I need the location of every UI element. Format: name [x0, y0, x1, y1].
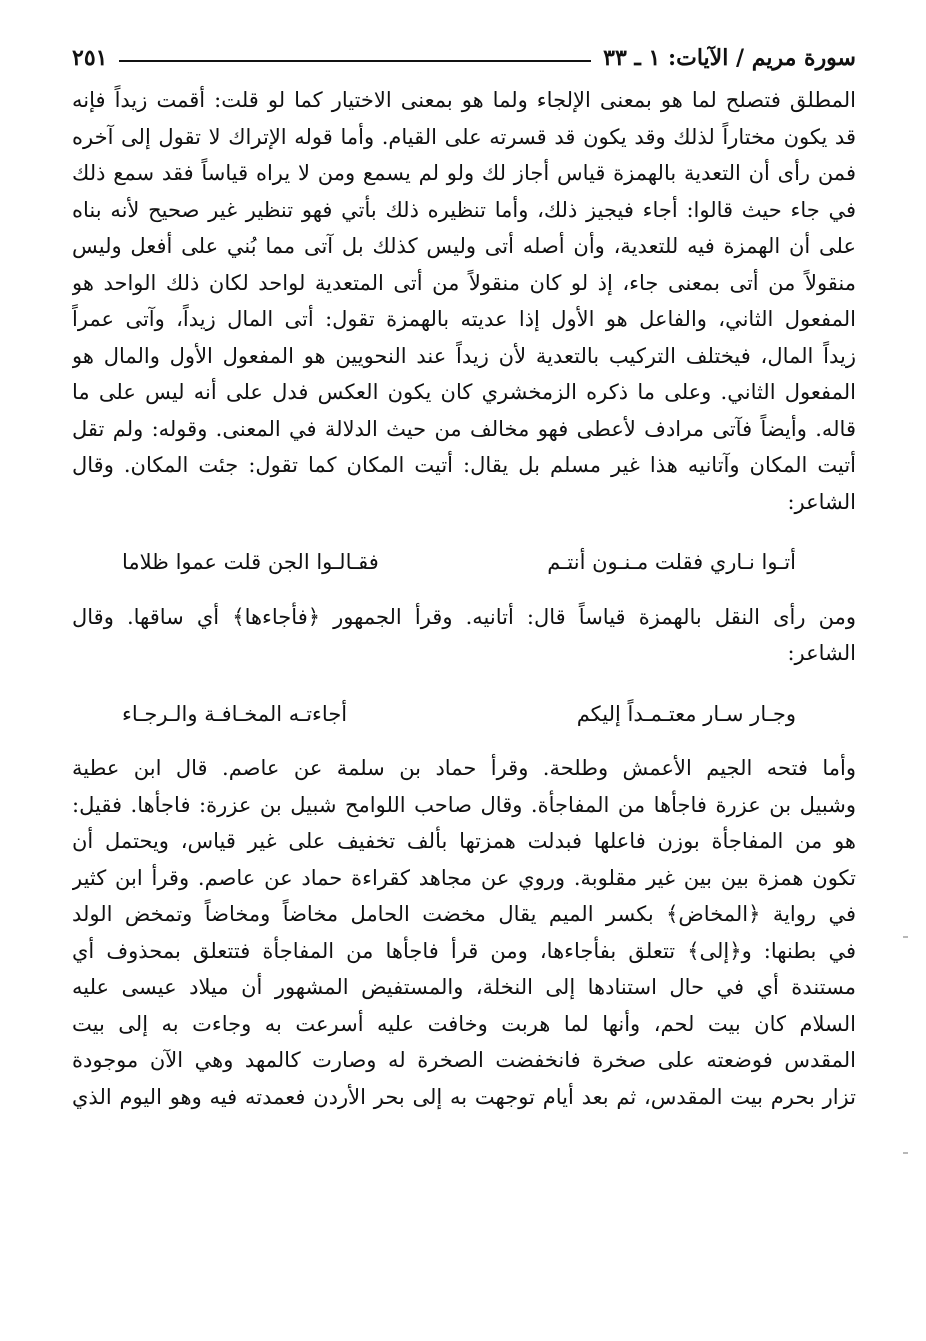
paragraph-3 — [72, 750, 856, 1115]
text-line: في بطنها: و﴿إلى﴾ تتعلق بفأجاءها، ومن قرأ فاجأها من المفاجأة فتتعلق بمحذوف أي — [72, 938, 856, 963]
scan-speck — [903, 1152, 908, 1154]
document-page — [72, 38, 856, 1115]
verse-first-hemistich: أتـوا نـاري فقلت مـنـون أنتـم — [547, 550, 796, 574]
text-line: ومن رأى النقل بالهمزة قياساً قال: أتانيه. وقرأ الجمهور ﴿فأجاءها﴾ أي ساقها. وقال — [72, 604, 856, 629]
text-line: المقدس فوضعته على صخرة فانخفضت الصخرة له وصارت كالمهد وهي الآن موجودة — [72, 1048, 856, 1072]
text-line: مستندة أي في حال استنادها إلى النخلة، والمستفيض المشهور أن ميلاد عيسى عليه — [72, 975, 856, 999]
text-line: تكون همزة بين بين غير مقلوبة. وروي عن مجاهد كقراءة حماد عن عاصم. وقرأ ابن كثير — [72, 865, 856, 890]
text-line: فمن رأى أن التعدية بالهمزة قياس أجاز لك ولو لم يسمع ومن لا يراه قياساً فقد سمع ذلك — [72, 161, 856, 185]
poetry-verse-2 — [72, 696, 856, 733]
paragraph-1 — [72, 82, 856, 520]
text-line: الشاعر: — [787, 489, 856, 514]
verse-second-hemistich: أجاءتـه المخـافـة والـرجـاء — [122, 701, 348, 726]
text-line: قاله. وأيضاً فآتى مرادف لأعطى فهو مخالف من حيث الدلالة في المعنى. وقوله: ولم تقل — [72, 416, 856, 441]
text-line: هو من المفاجأة بوزن فاعلها فبدلت همزتها بألف تخفيف على غير قياس، ويحتمل أن — [72, 829, 856, 853]
text-line: المفعول الثاني. وعلى ما ذكره الزمخشري كان يكون العكس فدل على أنه ليس على ما — [72, 380, 856, 404]
text-line: في جاء حيث قالوا: أجاء فيجيز ذلك، وأما تنظيره ذلك بأتي فهو تنظير غير صحيح لأنه بناه — [72, 197, 856, 222]
text-line: تزار بحرم بيت المقدس، ثم بعد أيام توجهت به إلى بحر الأردن فعمدته فيه وهو اليوم الذي — [72, 1084, 856, 1109]
scan-speck — [903, 936, 908, 938]
poetry-verse-1 — [72, 544, 856, 581]
text-line: المطلق فتصلح لما هو بمعنى الإلجاء ولما هو بمعنى الاختيار كما لو قلت: أقمت زيداً فإنه — [72, 88, 856, 112]
text-line: منقولاً من أتى بمعنى جاء، إذ لو كان منقولاً من أتى المتعدية لواحد لكان ذلك الواحد هو — [72, 270, 856, 295]
text-line: أتيت المكان وآتانيه هذا غير مسلم بل يقال: أتيت المكان كما تقول: جئت المكان. وقال — [72, 453, 856, 477]
verse-first-hemistich: وجـار سـار معتـمـداً إليكم — [576, 701, 796, 726]
chapter-title: سورة مريم / الآيات: ١ ـ ٣٣ — [603, 45, 856, 71]
text-line: وشبيل بن عزرة فاجأها من المفاجأة. وقال صاحب اللوامح شبيل بن عزرة: فاجأها. فقيل: — [72, 792, 856, 817]
text-line: المفعول الثاني، والفاعل هو الأول إذا عديته بالهمزة تقول: أتى المال زيداً، وآتى عمراً — [72, 307, 856, 331]
text-line: زيداً المال، فيختلف التركيب بالتعدية لأن زيداً عند النحويين هو المفعول الأول والمال هو — [72, 343, 856, 368]
text-line: السلام كان بيت لحم، وأنها لما هربت وخافت عليه أسرعت به وجاءت به إلى بيت — [72, 1011, 856, 1036]
running-header — [72, 38, 856, 78]
paragraph-2 — [72, 599, 856, 672]
text-line: قد يكون مختاراً لذلك وقد يكون قد قسرته على القيام. وأما قوله الإتراك لا تقول إلى آخره — [72, 124, 856, 149]
text-line: على أن الهمزة فيه للتعدية، وأن أصله أتى وليس كذلك بل آتى مما بُني على أفعل وليس — [72, 234, 856, 258]
text-line: وأما فتحه الجيم الأعمش وطلحة. وقرأ حماد بن سلمة عن عاصم. قال ابن عطية — [72, 756, 856, 780]
page-body — [72, 82, 856, 1115]
verse-second-hemistich: فقـالـوا الجن قلت عموا ظلاما — [122, 550, 379, 574]
header-rule — [119, 60, 591, 62]
text-line: الشاعر: — [787, 641, 856, 665]
text-line: في رواية ﴿المخاض﴾ بكسر الميم يقال مخضت الحامل مخاضاً ومخاضاً وتمخض الولد — [72, 902, 856, 926]
page-number: ٢٥١ — [72, 45, 108, 71]
